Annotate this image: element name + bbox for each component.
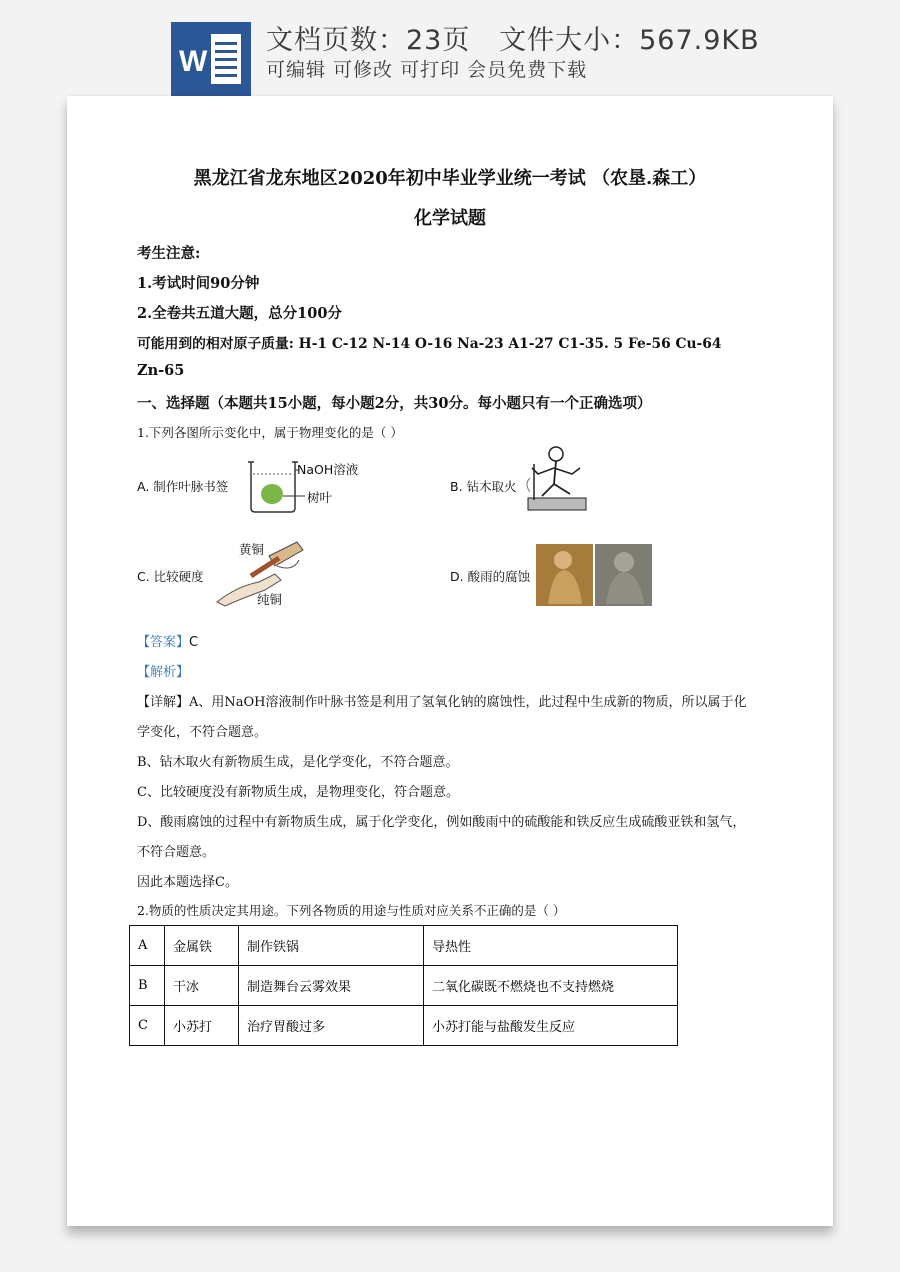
notice-heading: 考生注意: (137, 245, 201, 262)
answer-tag: 【答案】 (137, 635, 190, 650)
table-cell: 干冰 (165, 966, 239, 1006)
table-cell: 小苏打能与盐酸发生反应 (424, 1006, 678, 1046)
question-2-table (129, 925, 678, 1046)
analysis-tag: 【解析】 (137, 665, 190, 680)
notice-item-2: 2.全卷共五道大题，总分100分 (137, 305, 342, 322)
table-cell: A (130, 926, 165, 966)
question-2-stem: 2.物质的性质决定其用途。下列各物质的用途与性质对应关系不正确的是（ ） (137, 903, 566, 918)
document-page (67, 96, 833, 1226)
word-document-icon (171, 22, 251, 96)
option-d-label: D. 酸雨的腐蚀 (450, 569, 531, 584)
table-cell: 制作铁锅 (239, 926, 424, 966)
hardness-compare-figure (207, 536, 312, 608)
detail-line-c: C、比较硬度没有新物质生成，是物理变化，符合题意。 (137, 785, 459, 800)
question-1-stem: 1.下列各图所示变化中，属于物理变化的是（ ） (137, 425, 403, 440)
file-info: 文档页数：23页 文件大小：567.9KB (266, 25, 760, 56)
table-cell: C (130, 1006, 165, 1046)
exam-subtitle: 化学试题 (414, 208, 486, 229)
word-icon-letter: W (179, 45, 208, 78)
download-banner (0, 0, 900, 96)
naoh-label: NaOH溶液 (297, 462, 359, 477)
detail-line-d1: D、酸雨腐蚀的过程中有新物质生成，属于化学变化，例如酸雨中的硫酸能和铁反应生成硫酸亚铁和氢气， (137, 815, 746, 830)
acid-rain-statues-figure (536, 544, 652, 606)
option-c-label: C. 比较硬度 (137, 569, 204, 584)
beaker-leaf-figure (245, 456, 365, 518)
exam-title: 黑龙江省龙东地区2020年初中毕业学业统一考试 （农垦.森工） (193, 168, 707, 189)
table-row (130, 1006, 678, 1046)
detail-line-d2: 不符合题意。 (137, 845, 216, 860)
atomic-masses-cont: Zn-65 (137, 362, 185, 379)
drilling-fire-figure (522, 444, 592, 516)
copper-label: 纯铜 (257, 592, 283, 607)
section-heading: 一、选择题（本题共15小题，每小题2分，共30分。每小题只有一个正确选项） (137, 395, 652, 412)
detail-line-2: 学变化，不符合题意。 (137, 725, 268, 740)
leaf-label: 树叶 (307, 490, 333, 505)
file-features: 可编辑 可修改 可打印 会员免费下载 (266, 59, 588, 81)
table-row (130, 966, 678, 1006)
answer-value: C (189, 635, 199, 650)
option-a-label: A. 制作叶脉书签 (137, 479, 229, 494)
table-cell: 治疗胃酸过多 (239, 1006, 424, 1046)
table-cell: 小苏打 (165, 1006, 239, 1046)
detail-line-1: 【详解】A、用NaOH溶液制作叶脉书签是利用了氢氧化钠的腐蚀性，此过程中生成新的物质，所以属于化 (137, 695, 747, 710)
table-cell: 导热性 (424, 926, 678, 966)
option-b-label: B. 钻木取火 (450, 479, 517, 494)
table-cell: B (130, 966, 165, 1006)
detail-line-b: B、钻木取火有新物质生成，是化学变化，不符合题意。 (137, 755, 459, 770)
notice-item-1: 1.考试时间90分钟 (137, 275, 260, 292)
answer-row (137, 631, 198, 650)
table-row (130, 926, 678, 966)
table-cell: 二氧化碳既不燃烧也不支持燃烧 (424, 966, 678, 1006)
atomic-masses: 可能用到的相对原子质量: H-1 C-12 N-14 O-16 Na-23 A1-27 C1-35. 5 Fe-56 Cu-64 (137, 336, 722, 352)
table-cell: 金属铁 (165, 926, 239, 966)
brass-label: 黄铜 (239, 542, 265, 557)
table-cell: 制造舞台云雾效果 (239, 966, 424, 1006)
conclusion-line: 因此本题选择C。 (137, 875, 238, 890)
